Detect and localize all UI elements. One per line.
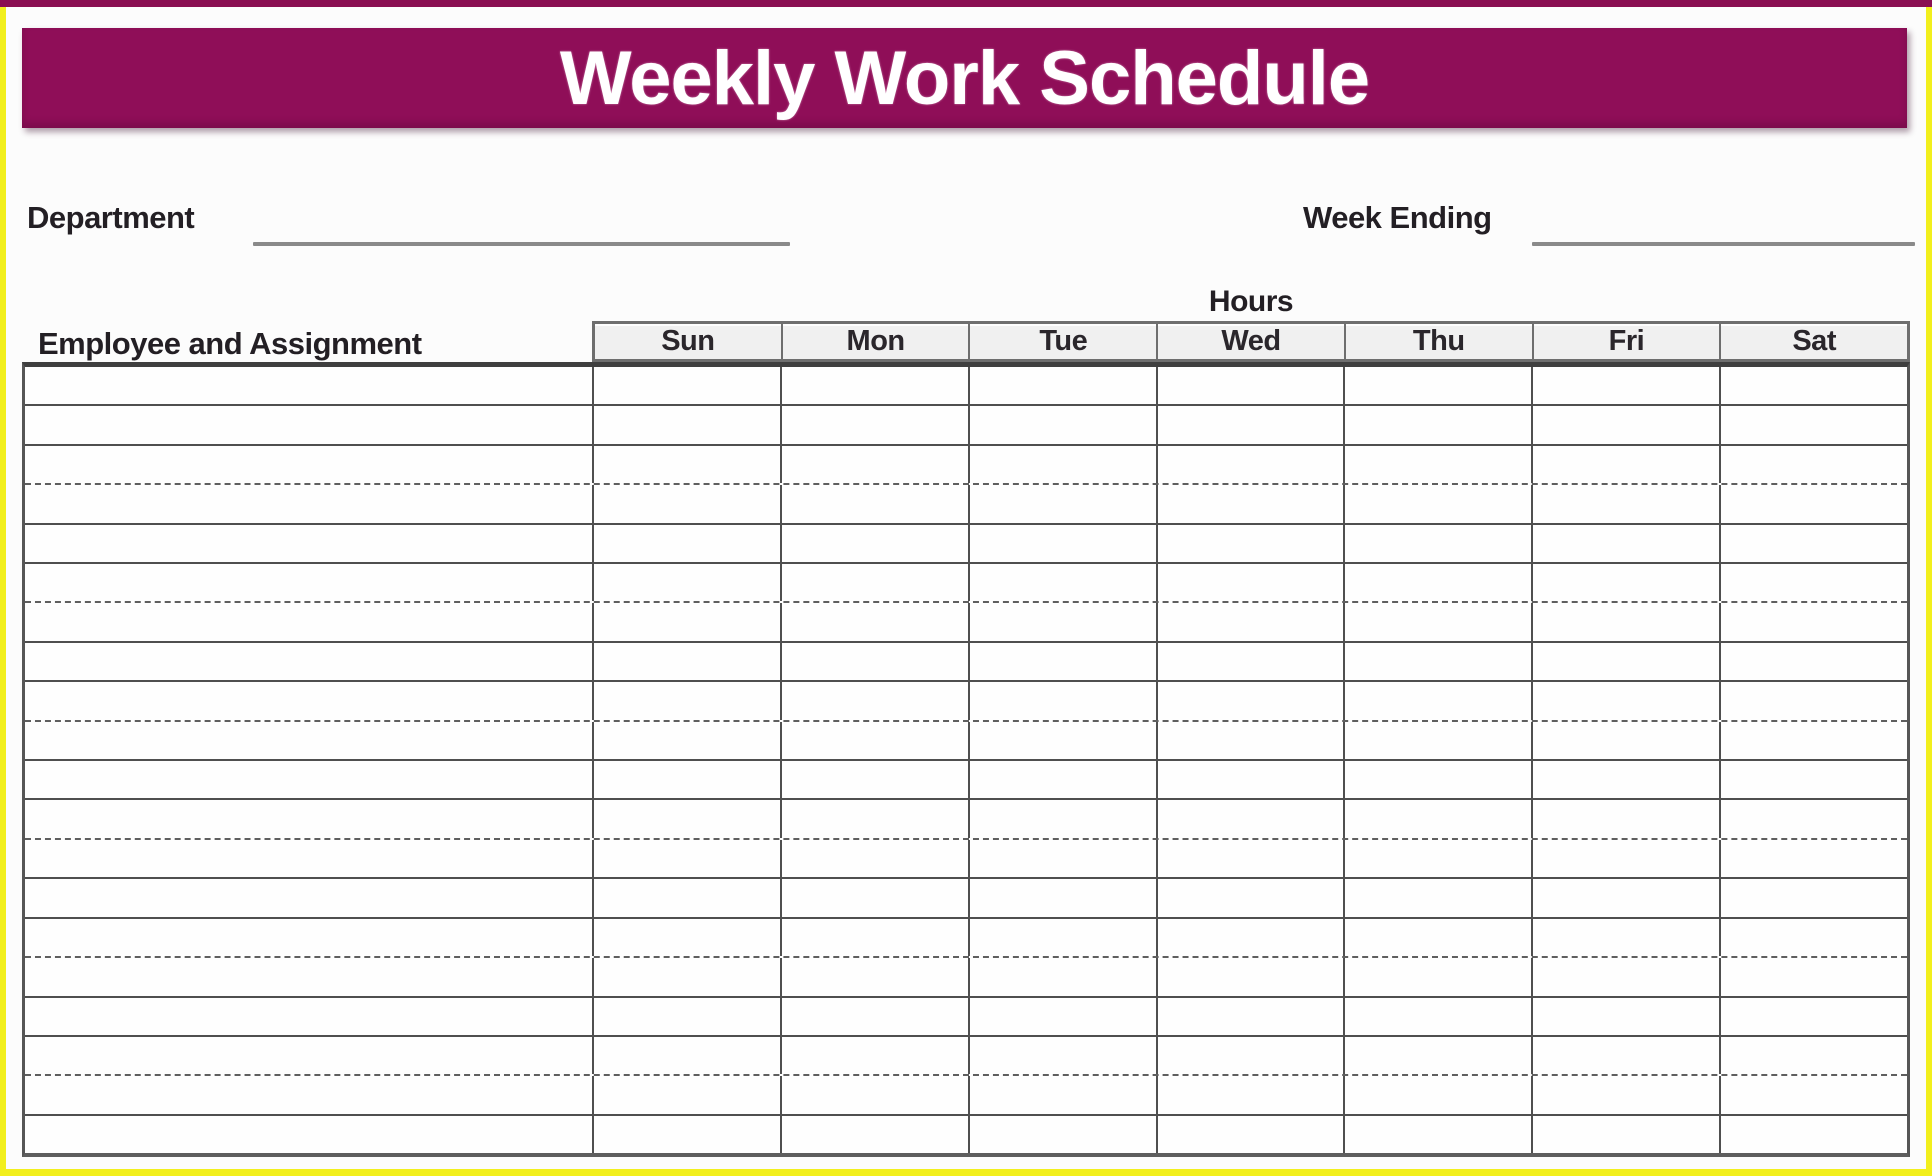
hours-cell-sun[interactable] [592,1076,780,1113]
hours-cell-mon[interactable] [780,958,968,995]
hours-cell-sat[interactable] [1719,840,1907,877]
day-header-wed: Wed [1156,324,1344,359]
hours-cell-thu[interactable] [1343,840,1531,877]
day-header-sat: Sat [1719,324,1907,359]
table-row [25,840,1907,879]
table-row [25,485,1907,524]
employee-cell[interactable] [25,998,592,1035]
hours-cell-sat[interactable] [1719,879,1907,916]
hours-cell-tue[interactable] [968,643,1156,680]
hours-cell-sat[interactable] [1719,643,1907,680]
page-title: Weekly Work Schedule [559,36,1370,121]
table-row [25,1076,1907,1115]
hours-cell-sat[interactable] [1719,998,1907,1035]
hours-cell-mon[interactable] [780,446,968,483]
hours-cell-sat[interactable] [1719,1076,1907,1113]
hours-cell-fri[interactable] [1531,564,1719,601]
hours-cell-mon[interactable] [780,643,968,680]
employee-cell[interactable] [25,879,592,916]
schedule-table [22,362,1910,1157]
table-row [25,367,1907,406]
hours-cell-fri[interactable] [1531,840,1719,877]
table-row [25,446,1907,485]
hours-cell-sun[interactable] [592,1037,780,1074]
hours-cell-mon[interactable] [780,564,968,601]
hours-cell-fri[interactable] [1531,485,1719,522]
hours-cell-thu[interactable] [1343,446,1531,483]
hours-cell-thu[interactable] [1343,406,1531,443]
department-label: Department [27,200,195,235]
hours-cell-tue[interactable] [968,761,1156,798]
hours-cell-wed[interactable] [1156,800,1344,837]
hours-cell-tue[interactable] [968,998,1156,1035]
employee-cell[interactable] [25,564,592,601]
table-row [25,1037,1907,1076]
hours-cell-fri[interactable] [1531,761,1719,798]
hours-cell-tue[interactable] [968,958,1156,995]
hours-cell-mon[interactable] [780,998,968,1035]
hours-cell-thu[interactable] [1343,1037,1531,1074]
page-border-bottom [0,1169,1932,1176]
hours-cell-wed[interactable] [1156,525,1344,562]
hours-cell-mon[interactable] [780,761,968,798]
hours-cell-tue[interactable] [968,485,1156,522]
table-row [25,564,1907,603]
hours-cell-fri[interactable] [1531,998,1719,1035]
hours-cell-tue[interactable] [968,525,1156,562]
department-input-line[interactable] [253,242,790,246]
hours-cell-mon[interactable] [780,919,968,956]
hours-cell-wed[interactable] [1156,1116,1344,1153]
title-banner [22,28,1907,128]
hours-cell-thu[interactable] [1343,998,1531,1035]
hours-cell-thu[interactable] [1343,603,1531,640]
hours-cell-sat[interactable] [1719,682,1907,719]
employee-cell[interactable] [25,1076,592,1113]
table-row [25,958,1907,997]
hours-cell-fri[interactable] [1531,446,1719,483]
hours-cell-thu[interactable] [1343,485,1531,522]
hours-cell-thu[interactable] [1343,643,1531,680]
employee-cell[interactable] [25,525,592,562]
hours-cell-sat[interactable] [1719,1037,1907,1074]
hours-cell-sun[interactable] [592,406,780,443]
hours-cell-tue[interactable] [968,406,1156,443]
hours-cell-thu[interactable] [1343,879,1531,916]
hours-cell-thu[interactable] [1343,761,1531,798]
table-row [25,919,1907,958]
hours-cell-sat[interactable] [1719,603,1907,640]
hours-cell-mon[interactable] [780,406,968,443]
hours-cell-wed[interactable] [1156,643,1344,680]
hours-cell-sun[interactable] [592,1116,780,1153]
hours-cell-sun[interactable] [592,603,780,640]
hours-cell-sun[interactable] [592,643,780,680]
employee-cell[interactable] [25,1116,592,1153]
hours-cell-sun[interactable] [592,761,780,798]
hours-cell-wed[interactable] [1156,998,1344,1035]
employee-cell[interactable] [25,919,592,956]
hours-cell-tue[interactable] [968,800,1156,837]
hours-cell-sun[interactable] [592,682,780,719]
day-header-thu: Thu [1344,324,1532,359]
hours-cell-thu[interactable] [1343,564,1531,601]
table-row [25,761,1907,800]
table-row [25,525,1907,564]
hours-label: Hours [1208,285,1294,318]
hours-cell-mon[interactable] [780,722,968,759]
hours-cell-sat[interactable] [1719,525,1907,562]
hours-cell-sun[interactable] [592,800,780,837]
week-ending-input-line[interactable] [1532,242,1915,246]
hours-cell-sun[interactable] [592,879,780,916]
hours-cell-thu[interactable] [1343,682,1531,719]
hours-cell-fri[interactable] [1531,643,1719,680]
hours-cell-wed[interactable] [1156,367,1344,404]
hours-cell-tue[interactable] [968,722,1156,759]
hours-cell-thu[interactable] [1343,525,1531,562]
employee-assignment-header: Employee and Assignment [38,326,422,361]
hours-cell-sat[interactable] [1719,485,1907,522]
hours-cell-sun[interactable] [592,998,780,1035]
table-row [25,879,1907,918]
employee-cell[interactable] [25,682,592,719]
employee-cell[interactable] [25,761,592,798]
hours-cell-sun[interactable] [592,367,780,404]
hours-cell-mon[interactable] [780,485,968,522]
hours-cell-mon[interactable] [780,840,968,877]
employee-cell[interactable] [25,958,592,995]
hours-cell-fri[interactable] [1531,367,1719,404]
hours-cell-fri[interactable] [1531,525,1719,562]
hours-cell-wed[interactable] [1156,682,1344,719]
hours-cell-sun[interactable] [592,919,780,956]
hours-cell-fri[interactable] [1531,919,1719,956]
hours-cell-sun[interactable] [592,840,780,877]
hours-cell-fri[interactable] [1531,603,1719,640]
hours-cell-thu[interactable] [1343,367,1531,404]
hours-cell-mon[interactable] [780,525,968,562]
employee-cell[interactable] [25,840,592,877]
hours-cell-mon[interactable] [780,1037,968,1074]
day-header-sun: Sun [595,324,781,359]
hours-cell-sun[interactable] [592,485,780,522]
hours-cell-sat[interactable] [1719,800,1907,837]
employee-cell[interactable] [25,485,592,522]
hours-cell-sat[interactable] [1719,406,1907,443]
hours-cell-sun[interactable] [592,958,780,995]
table-row [25,406,1907,445]
hours-cell-sat[interactable] [1719,446,1907,483]
hours-cell-mon[interactable] [780,1116,968,1153]
hours-cell-tue[interactable] [968,367,1156,404]
hours-cell-thu[interactable] [1343,1116,1531,1153]
hours-cell-mon[interactable] [780,800,968,837]
hours-cell-wed[interactable] [1156,1037,1344,1074]
hours-cell-mon[interactable] [780,879,968,916]
hours-cell-mon[interactable] [780,603,968,640]
employee-cell[interactable] [25,800,592,837]
table-row [25,1116,1907,1153]
hours-cell-sat[interactable] [1719,1116,1907,1153]
table-row [25,603,1907,642]
hours-cell-fri[interactable] [1531,1037,1719,1074]
hours-cell-sun[interactable] [592,446,780,483]
hours-cell-tue[interactable] [968,682,1156,719]
hours-cell-tue[interactable] [968,564,1156,601]
employee-cell[interactable] [25,1037,592,1074]
hours-cell-thu[interactable] [1343,800,1531,837]
hours-cell-thu[interactable] [1343,958,1531,995]
employee-cell[interactable] [25,643,592,680]
hours-cell-fri[interactable] [1531,958,1719,995]
hours-cell-wed[interactable] [1156,564,1344,601]
page-border-top [0,0,1932,7]
hours-cell-wed[interactable] [1156,840,1344,877]
day-header-tue: Tue [968,324,1156,359]
table-row [25,998,1907,1037]
hours-cell-sun[interactable] [592,722,780,759]
hours-cell-sat[interactable] [1719,761,1907,798]
page-border-right [1926,2,1932,1176]
hours-cell-mon[interactable] [780,367,968,404]
hours-cell-sat[interactable] [1719,564,1907,601]
hours-cell-tue[interactable] [968,840,1156,877]
hours-cell-mon[interactable] [780,1076,968,1113]
day-header-fri: Fri [1532,324,1720,359]
hours-cell-wed[interactable] [1156,958,1344,995]
hours-cell-tue[interactable] [968,879,1156,916]
hours-cell-tue[interactable] [968,446,1156,483]
hours-cell-tue[interactable] [968,919,1156,956]
hours-cell-wed[interactable] [1156,485,1344,522]
week-ending-label: Week Ending [1303,200,1492,235]
day-header-row [592,321,1910,362]
hours-cell-sat[interactable] [1719,958,1907,995]
hours-cell-tue[interactable] [968,1076,1156,1113]
employee-cell[interactable] [25,603,592,640]
hours-cell-fri[interactable] [1531,800,1719,837]
hours-cell-wed[interactable] [1156,919,1344,956]
hours-cell-mon[interactable] [780,682,968,719]
hours-cell-wed[interactable] [1156,722,1344,759]
hours-cell-fri[interactable] [1531,1076,1719,1113]
table-row [25,722,1907,761]
hours-cell-wed[interactable] [1156,406,1344,443]
hours-cell-wed[interactable] [1156,879,1344,916]
hours-cell-fri[interactable] [1531,879,1719,916]
hours-cell-wed[interactable] [1156,761,1344,798]
employee-cell[interactable] [25,722,592,759]
hours-cell-fri[interactable] [1531,682,1719,719]
hours-cell-tue[interactable] [968,1037,1156,1074]
table-row [25,800,1907,839]
hours-cell-wed[interactable] [1156,603,1344,640]
employee-cell[interactable] [25,367,592,404]
day-header-mon: Mon [781,324,969,359]
hours-cell-fri[interactable] [1531,406,1719,443]
hours-cell-sat[interactable] [1719,722,1907,759]
hours-cell-thu[interactable] [1343,919,1531,956]
hours-cell-tue[interactable] [968,1116,1156,1153]
hours-cell-wed[interactable] [1156,1076,1344,1113]
hours-cell-fri[interactable] [1531,1116,1719,1153]
hours-cell-fri[interactable] [1531,722,1719,759]
hours-cell-wed[interactable] [1156,446,1344,483]
page-border-left [0,6,6,1176]
hours-cell-thu[interactable] [1343,1076,1531,1113]
employee-cell[interactable] [25,406,592,443]
hours-cell-sat[interactable] [1719,919,1907,956]
hours-cell-sat[interactable] [1719,367,1907,404]
hours-cell-tue[interactable] [968,603,1156,640]
hours-cell-thu[interactable] [1343,722,1531,759]
table-row [25,682,1907,721]
hours-cell-sun[interactable] [592,564,780,601]
table-row [25,643,1907,682]
hours-cell-sun[interactable] [592,525,780,562]
employee-cell[interactable] [25,446,592,483]
